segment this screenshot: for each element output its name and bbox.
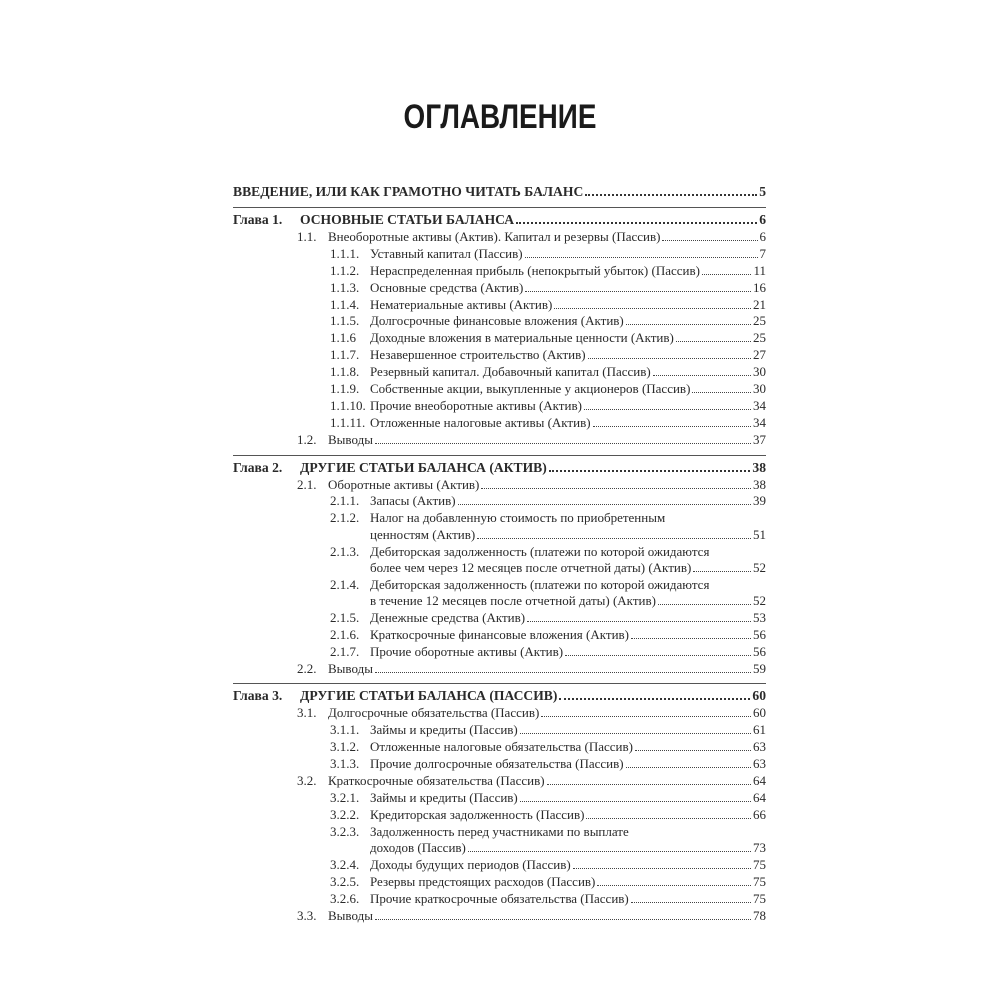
- entry-title: Долгосрочные обязательства (Пассив): [328, 705, 540, 721]
- toc-entry[interactable]: [233, 297, 766, 314]
- dot-leader: [631, 638, 751, 639]
- toc-entry[interactable]: [233, 493, 766, 510]
- dot-leader: [662, 240, 757, 241]
- dot-leader: [676, 341, 751, 342]
- dot-leader: [520, 801, 751, 802]
- dot-leader: [702, 274, 752, 275]
- chapter-label: Глава 3.: [233, 688, 283, 704]
- page-number: 60: [752, 688, 766, 704]
- page-number: 25: [753, 313, 766, 329]
- page-number: 64: [753, 789, 766, 805]
- page-number: 5: [759, 184, 766, 199]
- dot-leader: [525, 291, 751, 292]
- toc-entry[interactable]: [233, 415, 766, 432]
- dot-leader: [525, 257, 758, 258]
- toc-entry[interactable]: [233, 610, 766, 627]
- toc-entry-continuation[interactable]: [233, 527, 766, 544]
- section-number: 3.3.: [297, 907, 317, 923]
- dot-leader: [692, 392, 751, 393]
- toc-entry[interactable]: [233, 398, 766, 415]
- entry-title: Краткосрочные финансовые вложения (Актив): [370, 626, 629, 642]
- entry-title-continuation: ценностям (Актив): [370, 526, 476, 542]
- dot-leader: [547, 784, 751, 785]
- toc-entry-chapter[interactable]: [233, 455, 766, 477]
- page-number: 53: [753, 609, 766, 625]
- section-number: 1.1.2.: [330, 262, 360, 278]
- section-number: 3.1.2.: [330, 739, 360, 755]
- toc-entry[interactable]: [233, 330, 766, 347]
- entry-title: Прочие краткосрочные обязательства (Пассив): [370, 890, 629, 906]
- toc-entry[interactable]: [233, 381, 766, 398]
- page-number: 59: [753, 660, 766, 676]
- dot-leader: [626, 324, 751, 325]
- dot-leader: [635, 750, 751, 751]
- toc-entry-chapter[interactable]: [233, 207, 766, 229]
- entry-title: Займы и кредиты (Пассив): [370, 722, 518, 738]
- page-number: 73: [753, 840, 766, 856]
- dot-leader: [653, 375, 751, 376]
- page-number: 63: [753, 739, 766, 755]
- toc-entry-introduction[interactable]: [233, 183, 766, 201]
- dot-leader: [631, 902, 751, 903]
- toc-entry-continuation[interactable]: [233, 593, 766, 610]
- toc-entry[interactable]: [233, 432, 766, 449]
- page-number: 75: [753, 890, 766, 906]
- dot-leader: [516, 222, 757, 224]
- toc-entry[interactable]: [233, 627, 766, 644]
- entry-title: Выводы: [328, 660, 373, 676]
- toc-entry[interactable]: [233, 807, 766, 824]
- section-number: 3.1.3.: [330, 756, 360, 772]
- section-number: 1.1.: [297, 229, 317, 244]
- entry-title: Налог на добавленную стоимость по приобретенным: [370, 510, 666, 526]
- section-number: 1.1.9.: [330, 381, 360, 397]
- dot-leader: [626, 767, 751, 768]
- section-number: 1.1.1.: [330, 245, 360, 261]
- page-number: 25: [753, 330, 766, 346]
- page-number: 56: [753, 626, 766, 642]
- dot-leader: [586, 818, 751, 819]
- page-number: 52: [753, 593, 766, 609]
- entry-title: Дебиторская задолженность (платежи по которой ожидаются: [370, 576, 710, 592]
- dot-leader: [588, 358, 751, 359]
- entry-title: Уставный капитал (Пассив): [370, 245, 523, 261]
- section-number: 2.1.2.: [330, 510, 360, 526]
- entry-title: Долгосрочные финансовые вложения (Актив): [370, 313, 624, 329]
- entry-title: Выводы: [328, 431, 373, 447]
- page-number: 34: [753, 397, 766, 413]
- page-number: 6: [759, 229, 766, 244]
- page-number: 56: [753, 643, 766, 659]
- toc-entry[interactable]: [233, 908, 766, 925]
- entry-title: Резервный капитал. Добавочный капитал (Пассив): [370, 364, 651, 380]
- section-number: 1.1.6: [330, 330, 356, 346]
- chapter-label: Глава 2.: [233, 459, 283, 475]
- section-number: 2.1.4.: [330, 576, 360, 592]
- entry-title: Отложенные налоговые активы (Актив): [370, 414, 591, 430]
- page-number: 30: [753, 364, 766, 380]
- toc-entry[interactable]: [233, 364, 766, 381]
- dot-leader: [559, 698, 750, 700]
- section-number: 2.1.7.: [330, 643, 360, 659]
- entry-title-continuation: доходов (Пассив): [370, 840, 466, 856]
- toc-entry[interactable]: [233, 790, 766, 807]
- dot-leader: [477, 538, 751, 539]
- entry-title: Оборотные активы (Актив): [328, 476, 480, 492]
- section-number: 1.2.: [297, 431, 317, 447]
- section-number: 3.2.6.: [330, 890, 360, 906]
- page-number: 64: [753, 773, 766, 789]
- section-number: 3.2.5.: [330, 873, 360, 889]
- toc-entry-continuation[interactable]: [233, 560, 766, 577]
- dot-leader: [549, 470, 751, 472]
- dot-leader: [541, 716, 751, 717]
- entry-title: Запасы (Актив): [370, 493, 456, 509]
- dot-leader: [375, 443, 751, 444]
- entry-title: Резервы предстоящих расходов (Пассив): [370, 873, 596, 889]
- page-number: 37: [753, 431, 766, 447]
- toc-entry[interactable]: [233, 874, 766, 891]
- dot-leader: [458, 504, 751, 505]
- toc-entry[interactable]: [233, 891, 766, 908]
- dot-leader: [481, 488, 751, 489]
- table-of-contents: [233, 183, 766, 924]
- section-number: 3.2.3.: [330, 823, 360, 839]
- section-number: 1.1.7.: [330, 347, 360, 363]
- section-number: 1.1.5.: [330, 313, 360, 329]
- chapter-label: Глава 1.: [233, 212, 283, 227]
- entry-title: Прочие долгосрочные обязательства (Пассив): [370, 756, 624, 772]
- toc-entry[interactable]: [233, 722, 766, 739]
- toc-entry[interactable]: [233, 313, 766, 330]
- toc-entry[interactable]: [233, 577, 766, 593]
- toc-entry[interactable]: [233, 477, 766, 494]
- page-number: 75: [753, 873, 766, 889]
- dot-leader: [585, 194, 757, 196]
- section-number: 1.1.11.: [330, 414, 366, 430]
- dot-leader: [597, 885, 751, 886]
- toc-entry[interactable]: [233, 544, 766, 560]
- toc-entry[interactable]: [233, 246, 766, 263]
- dot-leader: [520, 733, 751, 734]
- entry-title: Доходы будущих периодов (Пассив): [370, 856, 571, 872]
- section-number: 3.2.1.: [330, 789, 360, 805]
- section-number: 2.2.: [297, 660, 317, 676]
- toc-entry[interactable]: [233, 756, 766, 773]
- page-number: 21: [753, 296, 766, 312]
- entry-title: Нераспределенная прибыль (непокрытый убыток) (Пассив): [370, 262, 700, 278]
- toc-entry[interactable]: [233, 824, 766, 840]
- entry-title: Займы и кредиты (Пассив): [370, 789, 518, 805]
- toc-entry[interactable]: [233, 773, 766, 790]
- section-number: 2.1.1.: [330, 493, 360, 509]
- dot-leader: [527, 621, 751, 622]
- entry-title: Кредиторская задолженность (Пассив): [370, 806, 585, 822]
- entry-title: ОСНОВНЫЕ СТАТЬИ БАЛАНСА: [300, 212, 515, 227]
- section-number: 1.1.10.: [330, 397, 366, 413]
- page-number: 52: [753, 559, 766, 575]
- dot-leader: [375, 672, 751, 673]
- section-number: 2.1.: [297, 476, 317, 492]
- page-number: 38: [752, 459, 766, 475]
- toc-entry[interactable]: [233, 857, 766, 874]
- toc-entry[interactable]: [233, 280, 766, 297]
- toc-entry[interactable]: [233, 263, 766, 280]
- entry-title: Собственные акции, выкупленные у акционеров (Пассив): [370, 381, 691, 397]
- entry-title: Задолженность перед участниками по выплате: [370, 823, 629, 839]
- page-number: 38: [753, 476, 766, 492]
- page-number: 61: [753, 722, 766, 738]
- entry-title-continuation: более чем через 12 месяцев после отчетной даты) (Актив): [370, 559, 692, 575]
- section-number: 3.2.2.: [330, 806, 360, 822]
- page-number: 66: [753, 806, 766, 822]
- page-title: ОГЛАВЛЕНИЕ: [403, 98, 597, 136]
- page-number: 16: [753, 279, 766, 295]
- section-number: 1.1.8.: [330, 364, 360, 380]
- page-number: 6: [759, 212, 766, 227]
- page-number: 63: [753, 756, 766, 772]
- dot-leader: [593, 426, 751, 427]
- section-number: 3.1.: [297, 705, 317, 721]
- page-number: 51: [753, 526, 766, 542]
- entry-title: ДРУГИЕ СТАТЬИ БАЛАНСА (ПАССИВ): [300, 688, 558, 704]
- toc-entry[interactable]: [233, 644, 766, 661]
- dot-leader: [584, 409, 751, 410]
- entry-title: Дебиторская задолженность (платежи по которой ожидаются: [370, 543, 710, 559]
- page-number: 75: [753, 856, 766, 872]
- toc-entry[interactable]: [233, 739, 766, 756]
- page-number: 11: [753, 262, 766, 278]
- entry-title: ВВЕДЕНИЕ, ИЛИ КАК ГРАМОТНО ЧИТАТЬ БАЛАНС: [233, 184, 584, 199]
- dot-leader: [658, 604, 751, 605]
- toc-entry[interactable]: [233, 510, 766, 526]
- dot-leader: [554, 308, 751, 309]
- section-number: 2.1.5.: [330, 609, 360, 625]
- page-number: 39: [753, 493, 766, 509]
- dot-leader: [468, 851, 751, 852]
- toc-entry[interactable]: [233, 347, 766, 364]
- page-number: 30: [753, 381, 766, 397]
- entry-title: Нематериальные активы (Актив): [370, 296, 553, 312]
- entry-title: Прочие оборотные активы (Актив): [370, 643, 564, 659]
- entry-title: Отложенные налоговые обязательства (Пассив): [370, 739, 633, 755]
- toc-entry[interactable]: [233, 229, 766, 246]
- section-number: 3.2.: [297, 773, 317, 789]
- dot-leader: [375, 919, 751, 920]
- entry-title: Незавершенное строительство (Актив): [370, 347, 586, 363]
- entry-title: ДРУГИЕ СТАТЬИ БАЛАНСА (АКТИВ): [300, 459, 547, 475]
- entry-title: Внеоборотные активы (Актив). Капитал и резервы (Пассив): [328, 229, 661, 244]
- section-number: 2.1.3.: [330, 543, 360, 559]
- entry-title: Денежные средства (Актив): [370, 609, 526, 625]
- dot-leader: [565, 655, 751, 656]
- section-number: 1.1.4.: [330, 296, 360, 312]
- section-number: 1.1.3.: [330, 279, 360, 295]
- entry-title: Прочие внеоборотные активы (Актив): [370, 397, 582, 413]
- dot-leader: [693, 571, 751, 572]
- section-number: 2.1.6.: [330, 626, 360, 642]
- entry-title-continuation: в течение 12 месяцев после отчетной даты) (Актив): [370, 593, 656, 609]
- page-number: 78: [753, 907, 766, 923]
- entry-title: Краткосрочные обязательства (Пассив): [328, 773, 545, 789]
- entry-title: Доходные вложения в материальные ценности (Актив): [370, 330, 674, 346]
- page-number: 60: [753, 705, 766, 721]
- toc-entry[interactable]: [233, 705, 766, 722]
- entry-title: Основные средства (Актив): [370, 279, 524, 295]
- toc-entry-chapter[interactable]: [233, 683, 766, 705]
- section-number: 3.2.4.: [330, 856, 360, 872]
- dot-leader: [573, 868, 751, 869]
- page-number: 7: [759, 245, 766, 261]
- page-number: 27: [753, 347, 766, 363]
- entry-title: Выводы: [328, 907, 373, 923]
- toc-entry[interactable]: [233, 661, 766, 678]
- section-number: 3.1.1.: [330, 722, 360, 738]
- toc-entry-continuation[interactable]: [233, 840, 766, 857]
- page-number: 34: [753, 414, 766, 430]
